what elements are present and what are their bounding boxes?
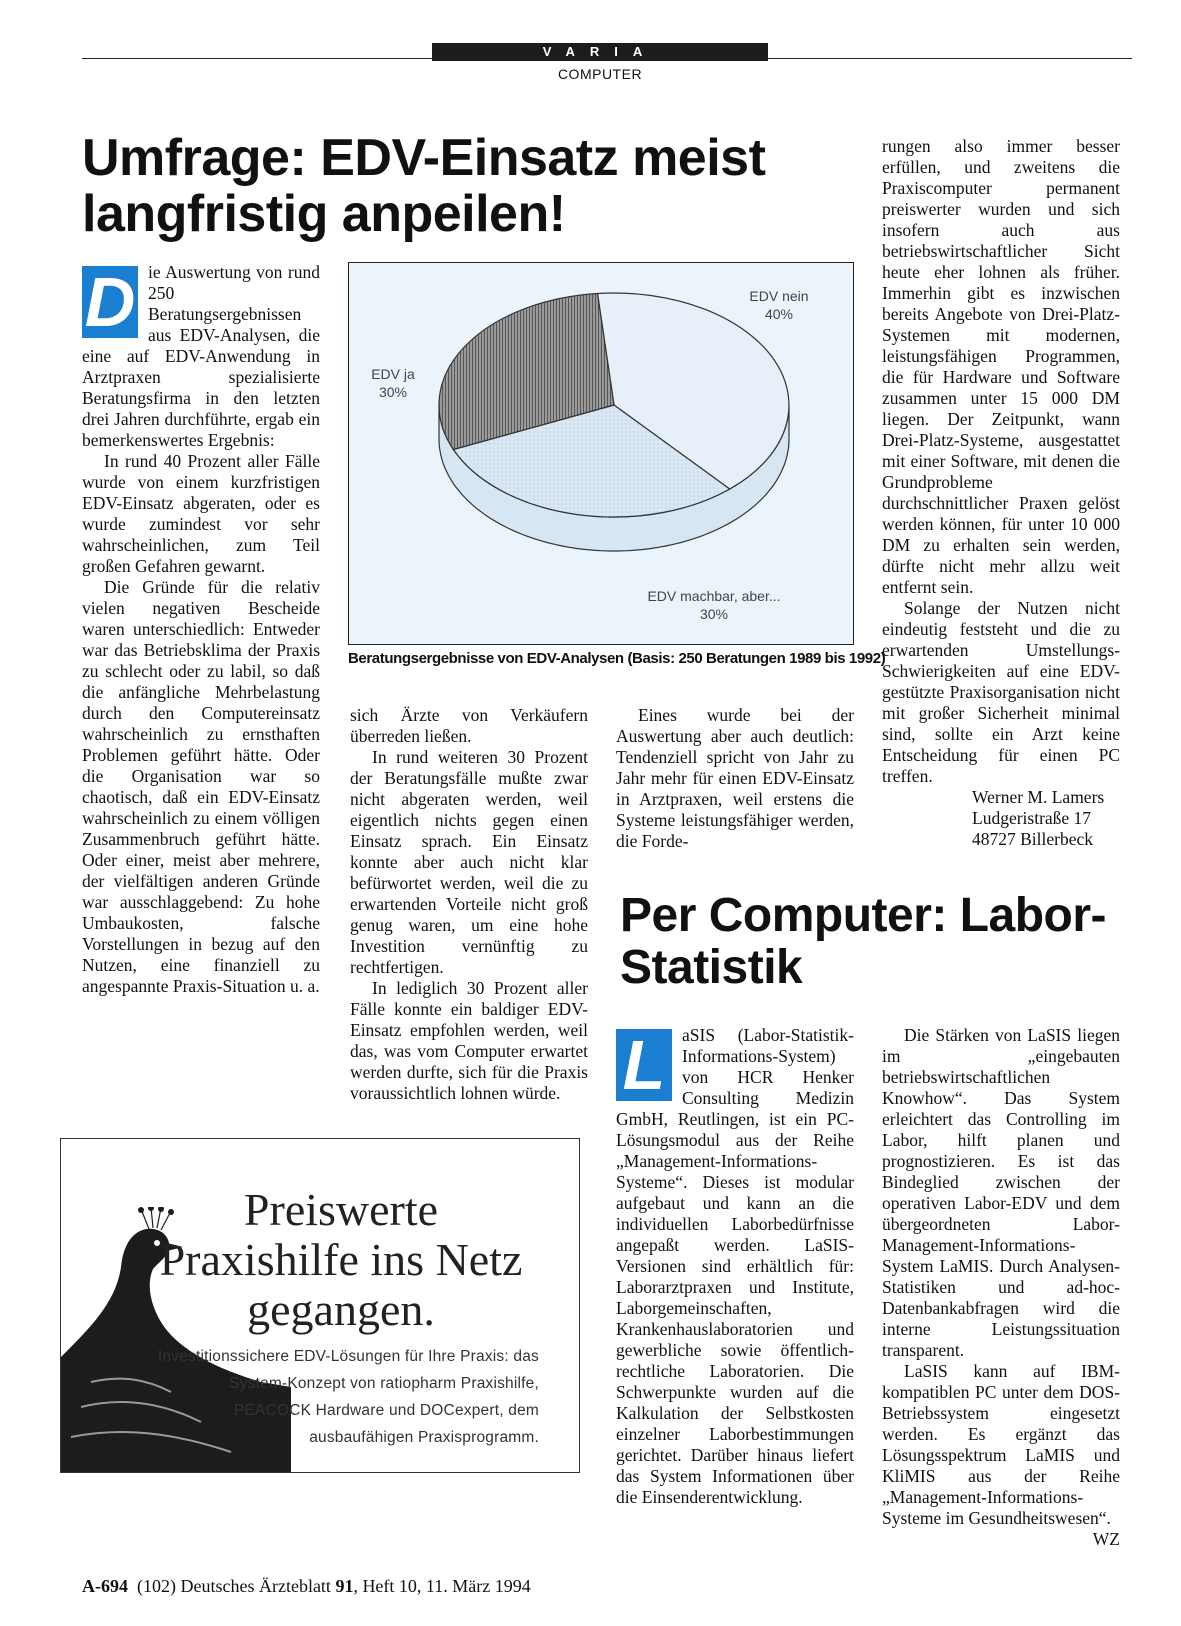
pie-label-1: EDV nein <box>749 288 809 304</box>
article1-paragraph-7-cont: rungen also immer besser erfüllen, und zweitens die Praxiscomputer permanent preiswerter wurden und sich insofern auch aus betriebswirtschaftlicher Sicht heute eher lohnen als früher. Immerhin gibt es inzwischen bereits Angebote von Drei-Platz-Systemen mit modernen, leistungsfähigen Programmen, die für Hardware und Software zusammen unter 15 000 DM liegen. Der Zeitpunkt, wann Drei-Platz-Systeme, ausgestattet mit einer Software, mit denen die Grundprobleme durchschnittlicher Praxen gelöst werden können, für unter 10 000 DM zu erhalten sein werden, dürfte nicht mehr allzu weit entfernt sein. <box>882 136 1120 597</box>
article2-column-1 <box>616 1025 854 1508</box>
article1-paragraph-8: Solange der Nutzen nicht eindeutig feststeht und die zu erwartenden Umstellungs-Schwierigkeiten auf eine EDV-gestützte Praxisorganisation nicht mit großer Sicherheit minimal sind, sollte ein Arzt keine Entscheidung für einen PC treffen. <box>882 598 1120 786</box>
advertisement <box>60 1138 580 1473</box>
article1-column-2 <box>350 705 588 1104</box>
page-footer: A-694 (102) Deutsches Ärzteblatt 91, Heft 10, 11. März 1994 <box>82 1576 531 1596</box>
pie-chart <box>349 263 855 646</box>
section-label: VARIA <box>432 43 768 61</box>
chart-caption: Beratungsergebnisse von EDV-Analysen (Basis: 250 Beratungen 1989 bis 1992) <box>348 650 886 667</box>
article1-column-3 <box>616 705 854 852</box>
author-street: Ludgeristraße 17 <box>972 808 1092 828</box>
article1-paragraph-4-cont: sich Ärzte von Verkäufern überreden ließen. <box>350 705 588 746</box>
author-name: Werner M. Lamers <box>972 787 1105 807</box>
dropcap-d: D <box>82 266 138 338</box>
article1-paragraph-3: Die Gründe für die relativ vielen negativen Bescheide waren unterschiedlich: Entweder war das Betriebsklima der Praxis zu schlecht oder zu labil, so daß die anfängliche Mehrbelastung durch den Computereinsatz wahrscheinlich zu ernsthaften Problemen geführt hätte. Oder die Organisation war so chaotisch, daß ein EDV-Einsatz wahrscheinlich zu einem völligen Zusammenbruch geführt hätte. Oder einer, meist aber mehrere, der vielfältigen anderen Gründe war ausschlaggebend: Zu hohe Umbaukosten, falsche Vorstellungen in bezug auf den Nutzen, eine finanziell zu angespannte Praxis-Situation u. a. <box>82 577 320 996</box>
page-number: A-694 <box>82 1576 128 1596</box>
article1-paragraph-7-start: Eines wurde bei der Auswertung aber auch deutlich: Tendenziell spricht von Jahr zu Jahr mehr für einen EDV-Einsatz in Arztpraxen, weil erstens die Systeme leistungsfähiger werden, die Forde- <box>616 705 854 851</box>
article1-column-4 <box>882 136 1120 850</box>
article2-paragraph-3: LaSIS kann auf IBM-kompatiblen PC unter dem DOS-Betriebssystem eingesetzt werden. Es ergänzt das Lösungsspektrum LaMIS und KliMIS aus der Reihe „Management-Informations-Systeme im Gesundheitswesen“. WZ <box>882 1361 1120 1549</box>
dropcap-l: L <box>616 1029 672 1101</box>
pie-label-3: EDV ja <box>371 366 415 382</box>
article1-paragraph-1: D ie Auswertung von rund 250 Beratungsergebnissen aus EDV-Analysen, die eine auf EDV-Anwendung in Arztpraxen spezialisierte Beratungsfirma in den letzten drei Jahren durchführte, ergab ein bemerkenswertes Ergebnis: <box>82 262 320 450</box>
article2-paragraph-1: L aSIS (Labor-Statistik-Informations-System) von HCR Henker Consulting Medizin GmbH, Reutlingen, ist ein PC-Lösungsmodul aus der Reihe „Management-Informations-Systeme“. Dieses ist modular aufgebaut und kann an die individuellen Laborbedürfnisse angepaßt werden. LaSIS-Versionen sind erhältlich für: Laborarztpraxen und Institute, Laborgemeinschaften, Krankenhauslaboratorien und gewerbliche sowie öffentlich-rechtliche Laboratorien. Die Schwerpunkte wurden auf die Kalkulation der Selbstkosten einzelner Laborbestimmungen gerichtet. Darüber hinaus liefert das System Informationen über die Einsenderentwicklung. <box>616 1025 854 1507</box>
author-city: 48727 Billerbeck <box>972 829 1094 849</box>
pie-value-3: 30% <box>378 384 408 400</box>
article2-signature: WZ <box>1092 1529 1120 1549</box>
pie-chart-box <box>348 262 854 645</box>
article1-column-1 <box>82 262 320 997</box>
pie-value-2: 30% <box>699 606 729 622</box>
article1-paragraph-2: In rund 40 Prozent aller Fälle wurde von einem kurzfristigen EDV-Einsatz abgeraten, oder es wurde zumindest vor sehr wahrscheinlichen, zum Teil großen Gefahren gewarnt. <box>82 451 320 576</box>
pie-label-2: EDV machbar, aber... <box>647 588 781 604</box>
pie-value-1: 40% <box>764 306 794 322</box>
article1-paragraph-5: In rund weiteren 30 Prozent der Beratungsfälle mußte zwar nicht abgeraten werden, weil eigentlich nichts gegen einen Einsatz sprach. Ein Einsatz konnte aber auch nicht klar befürwortet werden, weil die zu erwartenden Vorteile nicht groß genug waren, um eine hohe Investition vernünftig zu rechtfertigen. <box>350 747 588 977</box>
article2-column-2 <box>882 1025 1120 1550</box>
article2-headline: Per Computer: Labor-Statistik <box>620 889 1107 994</box>
ad-text: Investitionssichere EDV-Lösungen für Ihre Praxis: das System-Konzept von ratiopharm Praxishilfe, PEACOCK Hardware und DOCexpert, dem ausbaufähigen Praxisprogramm. <box>157 1348 539 1446</box>
ad-title: Preiswerte Praxishilfe ins Netz gegangen. <box>159 1184 523 1335</box>
article2-paragraph-2: Die Stärken von LaSIS liegen im „eingebauten betriebswirtschaftlichen Knowhow“. Das System erleichtert das Controlling im Labor, hilft planen und prognostizieren. Es ist das Bindeglied zwischen der operativen Labor-EDV und dem übergeordneten Labor-Management-Informations-System LaMIS. Durch Analysen-Statistiken und ad-hoc-Datenbankabfragen wird die interne Leistungssituation transparent. <box>882 1025 1120 1360</box>
subsection-label: COMPUTER <box>557 66 643 82</box>
article1-headline: Umfrage: EDV-Einsatz meist langfristig anpeilen! <box>82 129 766 244</box>
article1-paragraph-6: In lediglich 30 Prozent aller Fälle konnte ein baldiger EDV-Einsatz empfohlen werden, weil das, was vom Computer erwartet werden durfte, sich für die Praxis voraussichtlich lohnen würde. <box>350 978 588 1103</box>
